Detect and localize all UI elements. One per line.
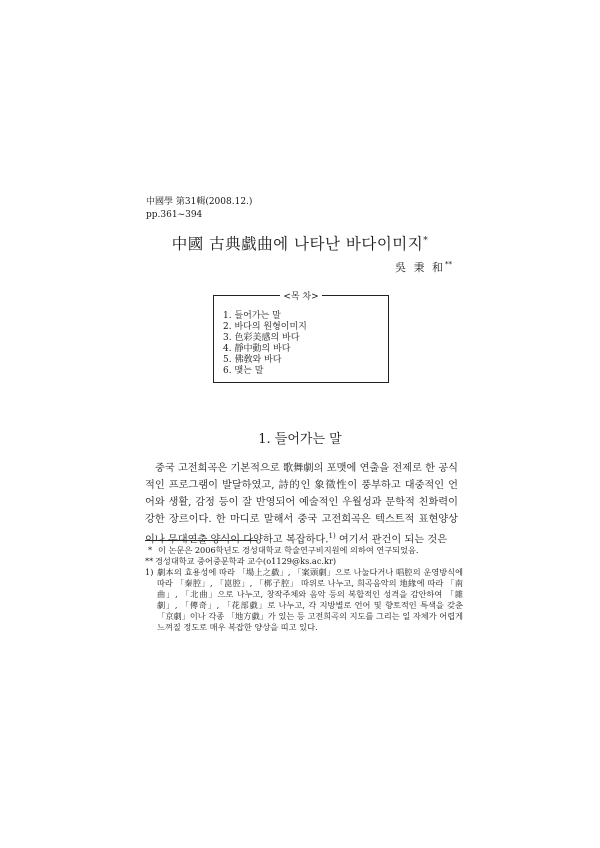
body-text — [145, 460, 458, 548]
footnote-text: 이 논문은 2006학년도 경성대학교 학술연구비지원에 의하여 연구되었음. — [158, 545, 419, 555]
toc-list — [223, 311, 307, 377]
toc-item: 3. 色彩美感의 바다 — [223, 333, 300, 343]
journal-info — [146, 196, 252, 222]
author — [395, 259, 452, 275]
footnote-text: 劇本의 효용성에 따라 「場上之戱」, 「案頭劇」으로 나눌다거나 唱腔의 운영방식에 따라 「秦腔」, 「崑腔」, 「梆子腔」 따위로 나누고, 희곡음악의 地緣에 따라 「南曲」, 「北曲」으로 나누고, 창작주체와 음악 등의 복합적인 성격을 감안하여 「雜劇」, 「傳奇」, 「花部戱」로 나누고, 각 지방별로 언어 및 향토적인 특색을 갖춘 「京劇」이나 각종 「地方戱」가 있는 등 고전희곡의 지도를 그리는 일 자체가 어렵게 느껴질 정도로 매우 복잡한 양상을 띠고 있다. — [157, 567, 463, 632]
toc-heading: <목 차> — [280, 292, 321, 302]
toc-item: 4. 靜中動의 바다 — [223, 344, 291, 354]
section-heading: 1. 들어가는 말 — [258, 432, 342, 447]
paragraph-tail: 여기서 관건이 되는 것은 — [335, 534, 448, 546]
footnote-mark: * — [148, 545, 153, 555]
footnote-2 — [145, 556, 463, 567]
title-footnote-mark: * — [423, 235, 429, 246]
footnote-mark: ** — [145, 556, 154, 566]
journal-issue: 中國學 第31輯(2008.12.) — [146, 197, 253, 207]
toc-item: 1. 들어가는 말 — [223, 311, 281, 321]
table-of-contents — [213, 292, 389, 383]
author-footnote-mark: ** — [445, 260, 452, 269]
footnote-3 — [145, 567, 463, 633]
footnote-divider — [145, 540, 257, 541]
footnote-text: 경성대학교 중어중문학과 교수(o1129@ks.ac.kr) — [155, 556, 337, 566]
footnote-ref: 1) — [328, 532, 336, 540]
footnote-1 — [145, 545, 463, 556]
footnote-mark: 1) — [145, 567, 154, 577]
journal-pages: pp.361~394 — [146, 210, 203, 220]
author-name: 吳 秉 和 — [395, 261, 445, 274]
paper-title-text: 中國 古典戱曲에 나타난 바다이미지 — [171, 235, 424, 253]
footnotes — [145, 545, 463, 633]
toc-item: 6. 맺는 말 — [223, 366, 264, 376]
paragraph-text: 중국 고전희곡은 기본적으로 歌舞劇의 포맷에 연출을 전제로 한 공식적인 프로그램이 발달하였고, 詩的인 象徵性이 풍부하고 대중적인 언어와 생활, 감정 등이 잘 반영되어 예술적인 우월성과 문학적 친화력이 강한 장르이다. 한 마디로 말해서 중국 고전희곡은 텍스트적 표현양상이나 무대연출 양식이 다양하고 복잡하다. — [145, 463, 458, 546]
body-paragraph — [145, 460, 458, 548]
toc-item: 2. 바다의 원형이미지 — [223, 322, 307, 332]
toc-item: 5. 佛敎와 바다 — [223, 355, 282, 365]
paper-title — [0, 232, 600, 254]
